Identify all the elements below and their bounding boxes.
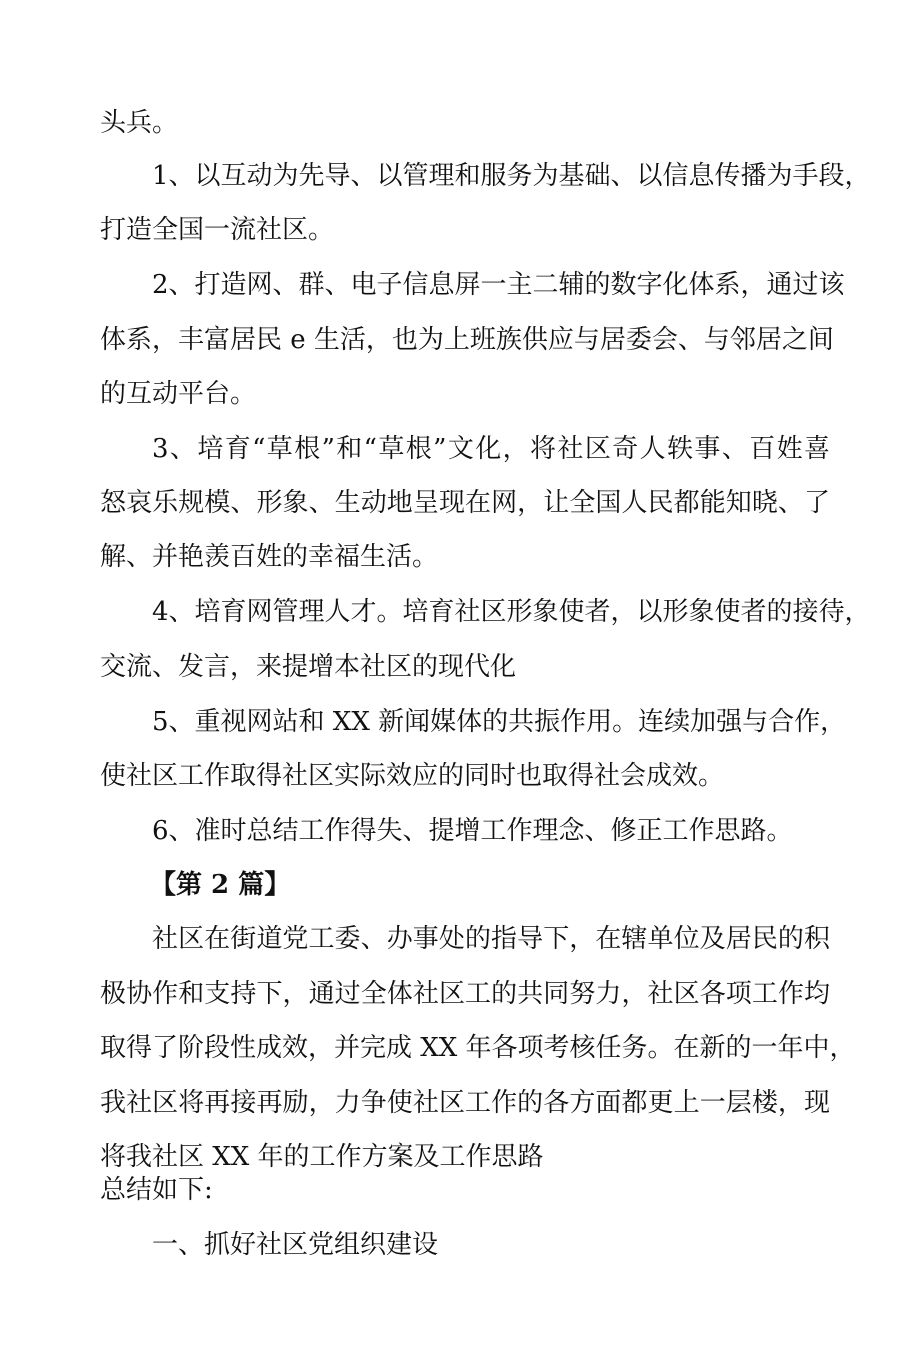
- text-line-9: 解、并艳羡百姓的幸福生活。: [100, 542, 439, 572]
- text-line-22: 一、抓好社区党组织建设: [152, 1230, 439, 1260]
- text-line-13: 使社区工作取得社区实际效应的同时也取得社会成效。: [100, 761, 725, 791]
- text-line-1: 头兵。: [100, 108, 179, 138]
- text-line-5: 体系，丰富居民 e 生活，也为上班族供应与居委会、与邻居之间: [100, 325, 834, 355]
- text-line-21: 总结如下:: [100, 1175, 213, 1205]
- text-line-2: 1、以互动为先导、以管理和服务为基础、以信息传播为手段，: [152, 161, 871, 191]
- text-line-17: 极协作和支持下，通过全体社区工的共同努力，社区各项工作均: [100, 979, 830, 1009]
- text-line-14: 6、准时总结工作得失、提增工作理念、修正工作思路。: [152, 816, 793, 846]
- text-line-3: 打造全国一流社区。: [100, 215, 335, 245]
- text-line-16: 社区在街道党工委、办事处的指导下，在辖单位及居民的积: [152, 924, 830, 954]
- text-line-7: 3、培育“草根”和“草根”文化，将社区奇人轶事、百姓喜: [152, 434, 830, 464]
- text-line-18: 取得了阶段性成效，并完成 XX 年各项考核任务。在新的一年中，: [100, 1033, 856, 1063]
- text-line-11: 交流、发言，来提增本社区的现代化: [100, 652, 517, 682]
- text-line-19: 我社区将再接再励，力争使社区工作的各方面都更上一层楼，现: [100, 1088, 830, 1118]
- text-line-6: 的互动平台。: [100, 379, 257, 409]
- text-line-8: 怒哀乐规模、形象、生动地呈现在网，让全国人民都能知晓、了: [100, 488, 830, 518]
- section-heading: 【第 2 篇】: [150, 870, 291, 900]
- text-line-12: 5、重视网站和 XX 新闻媒体的共振作用。连续加强与合作，: [152, 707, 847, 737]
- text-line-4: 2、打造网、群、电子信息屏一主二辅的数字化体系，通过该: [152, 270, 845, 300]
- text-line-20: 将我社区 XX 年的工作方案及工作思路: [100, 1142, 544, 1172]
- text-line-10: 4、培育网管理人才。培育社区形象使者，以形象使者的接待，: [152, 597, 871, 627]
